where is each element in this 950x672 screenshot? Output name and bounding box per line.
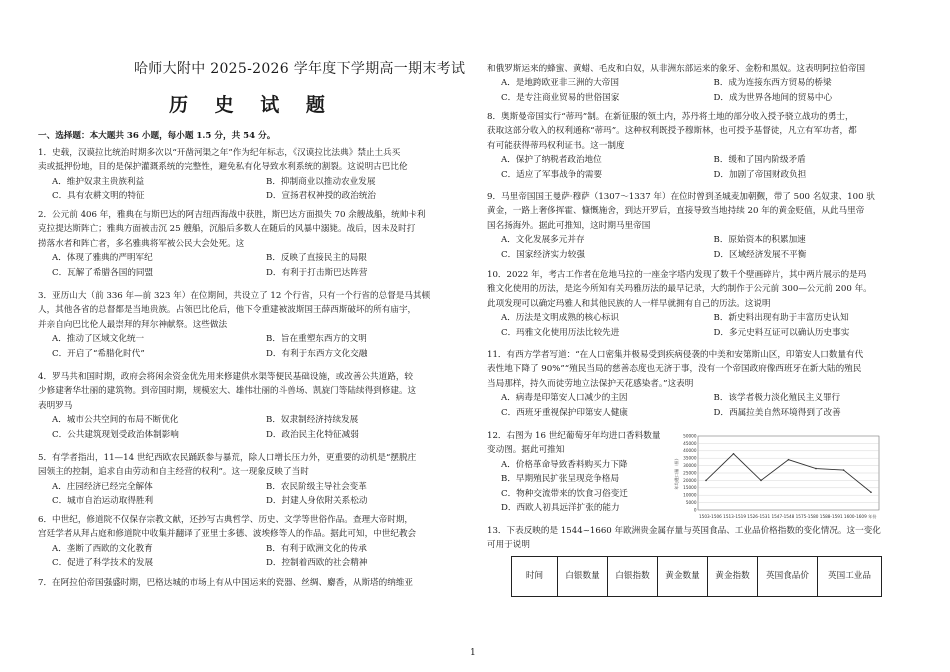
q5-stem-line: 园领主的控制，追求自由劳动和自主经营的权利”。这一现象反映了当时	[38, 467, 309, 478]
chart-y-axis-label: 年均进口量（担）	[674, 456, 679, 490]
q8-option-d: D．加剧了帝国财政负担	[713, 169, 807, 180]
chart-y-tick-label: 40000	[683, 448, 697, 454]
q10-option-c: C．玛雅文化使用历法比较先进	[501, 327, 620, 338]
spice-import-line-chart	[674, 430, 889, 524]
q4-option-a: A．城市公共空间的布局不断优化	[52, 415, 179, 426]
q12-stem-line: 12．右图为 16 世纪葡萄牙年均进口香料数量	[487, 431, 661, 441]
question-1	[38, 146, 466, 204]
q7-stem-line: 和俄罗斯运来的蜂蜜、黄蜡、毛皮和白奴，从非洲东部运来的象牙、金粉和黑奴。这表明阿拉伯帝国	[487, 64, 866, 74]
q12-option-c: C．物种交流带来的饮食习俗变迁	[501, 488, 628, 499]
question-9	[487, 190, 912, 262]
q9-stem-line: 9．马里帝国国王曼萨·穆萨（1307～1337 年）在位时曾到圣城麦加朝觐，带了 500 名奴隶、100 驮	[487, 192, 875, 202]
chart-y-tick-label: 50000	[683, 433, 697, 439]
chart-data-point	[815, 468, 817, 470]
q2-option-b: B．反映了直接民主的局限	[266, 253, 367, 264]
q9-stem-line: 国名扬海外。据此可推知，这时期马里帝国	[487, 220, 651, 231]
q3-option-c: C．开启了“希腊化时代”	[52, 348, 145, 359]
question-11	[487, 348, 912, 420]
q9-option-c: C．国家经济实力较强	[501, 249, 585, 260]
q8-option-c: C．适应了军事战争的需要	[501, 169, 603, 180]
question-6	[38, 513, 466, 571]
table-header-cell: 白银数量	[558, 557, 608, 597]
chart-data-point	[733, 453, 735, 455]
q9-option-d: D．区域经济发展不平衡	[713, 249, 807, 260]
question-10	[487, 268, 912, 340]
table-header-cell: 英国工业品	[818, 557, 882, 597]
question-5	[38, 451, 466, 509]
q8-option-b: B．缓和了国内阶级矛盾	[713, 155, 806, 166]
chart-y-tick-label: 30000	[683, 463, 697, 468]
chart-data-point	[705, 480, 707, 482]
q9-option-b: B．原始资本的积累加速	[713, 235, 806, 246]
q7-stem-line: 7．在阿拉伯帝国强盛时期，巴格达城的市场上有从中国运来的瓷器、丝绸、麝香，从斯塔的纳维亚	[38, 578, 414, 588]
q4-option-d: D．政治民主化特征减弱	[266, 429, 359, 440]
question-12	[487, 429, 677, 515]
q7-option-b: B．成为连接东西方贸易的桥梁	[713, 78, 832, 89]
question-7	[38, 576, 466, 590]
spice-import-chart	[674, 430, 889, 524]
q6-stem-line: 6．中世纪，修道院不仅保存宗教文献，还抄写古典哲学、历史、文学等世俗作品。查理大帝时期，	[38, 515, 414, 525]
q4-stem-line: 少修建奢华壮丽的建筑物。到帝国时期，规模宏大、雄伟壮丽的斗兽场、凯旋门等陆续得到修建。这	[38, 386, 417, 397]
q13-stem-line: 可用于说明	[487, 540, 530, 551]
question-3	[38, 289, 466, 361]
q3-option-b: B．旨在重塑东西方的文明	[266, 334, 367, 345]
chart-y-tick-label: 25000	[683, 470, 697, 476]
q5-option-c: C．城市自治运动取得胜利	[52, 496, 154, 507]
question-4	[38, 370, 466, 442]
chart-data-point	[760, 480, 762, 482]
q2-option-d: D．有利于打击斯巴达阵营	[266, 267, 368, 278]
q2-stem-line: 捞落水者和阵亡者，多名雅典将军被公民大会处死。这	[38, 238, 245, 249]
q1-option-c: C．具有农耕文明的特征	[52, 191, 145, 202]
q13-stem-line: 13．下表反映的是 1544~1660 年欧洲贵金属存量与英国食品、工业品价格指数的变化情况。这一变化	[487, 526, 881, 536]
q5-option-d: D．封建人身依附关系松动	[266, 496, 368, 507]
chart-y-tick-label: 5000	[685, 500, 697, 505]
chart-y-tick-label: 10000	[683, 492, 697, 498]
q4-stem-line: 4．罗马共和国时期，政府会将闲余资金优先用来修建供水渠等便民基础设施，或改善公共道路，较	[38, 372, 414, 382]
section-heading-choice	[38, 129, 466, 143]
q11-stem-line: 11．有西方学者写道：“在人口密集并极易受到疾病侵袭的中美和安第斯山区，印第安人口数量有代	[487, 350, 864, 360]
q5-option-a: A．庄园经济已经完全解体	[52, 481, 153, 492]
q13-table	[511, 556, 882, 597]
q8-stem-line: 获取这部分收入的权利通称“蒂玛”。这种权利既授予穆斯林，也可授予基督徒，凡立有军功者，都	[487, 126, 857, 137]
q11-stem-line: 表性地下降了 90%”“殖民当局的慈善态度也无济于事，没有一个帝国政府像西班牙在新大陆的殖民	[487, 364, 862, 375]
chart-y-tick-label: 15000	[683, 485, 697, 491]
q6-stem-line: 宫廷学者从拜占庭和修道院中收集并翻译了亚里士多德、波埃修等人的作品。据此可知，中世纪教会	[38, 529, 417, 540]
q2-option-c: C．瓦解了希腊各国的同盟	[52, 267, 154, 278]
q1-option-d: D．宣扬君权神授的政治统治	[266, 191, 377, 202]
q9-stem-line: 黄金，一路上奢侈挥霍、慷慨施舍，到达开罗后，直接导致当地持续 20 年的黄金贬值，从此马里帝	[487, 206, 865, 217]
table-header-cell: 黄金数量	[658, 557, 708, 597]
q9-option-a: A．文化发展多元并存	[501, 235, 585, 246]
subject-title: 历 史 试 题	[169, 94, 335, 116]
page-number: 1	[470, 648, 476, 658]
q2-option-a: A．体现了雅典的严明军纪	[52, 253, 153, 264]
q3-stem-line: 3．亚历山大（前 336 年—前 323 年）在位期间，共设立了 12 个行省，只有一个行省的总督是马其顿	[38, 291, 431, 301]
chart-data-point	[788, 459, 790, 461]
table-header-cell: 黄金指数	[708, 557, 758, 597]
q5-option-b: B．农民阶级主导社会变革	[266, 481, 367, 492]
q10-option-b: B．新史料出现有助于丰富历史认知	[713, 313, 849, 324]
table-row	[512, 557, 882, 597]
table-header-cell: 白银指数	[608, 557, 658, 597]
chart-grid	[698, 436, 879, 510]
q10-stem-line: 雅文化使用的历法，是迄今所知有关玛雅历法的最早记录，大约制作于公元前 300—公元前 200 年。	[487, 284, 872, 295]
q12-option-b: B．早期殖民扩张呈现竞争格局	[501, 474, 620, 485]
q3-stem-line: 人，其他各省的总督都是当地贵族。占领巴比伦后，他下令重建被波斯国王薛西斯破坏的所有庙宇，	[38, 305, 417, 316]
q1-stem-line: 卖或抵押份地，目的是保护灌溉系统的完整性，避免私有化导致水利系统的割裂。这说明古巴比伦	[38, 162, 408, 173]
question-7-continued	[487, 62, 912, 105]
q12-option-d: D．西欧人初具远洋扩张的能力	[501, 503, 620, 514]
chart-y-tick-label: 20000	[683, 477, 697, 483]
chart-y-tick-label: 45000	[683, 440, 697, 446]
q2-stem-line: 2．公元前 406 年，雅典在与斯巴达的阿吉纽西海战中获胜，斯巴达方面损失 70 余艘战船，统帅卡利	[38, 210, 426, 220]
q3-option-a: A．推动了区域文化统一	[52, 334, 145, 345]
q4-option-b: B．奴隶制经济持续发展	[266, 415, 359, 426]
q10-stem-line: 此项发现可以确定玛雅人和其他民族的人一样早就拥有自己的历法。这说明	[487, 298, 771, 309]
section-1-title: 一、选择题：本大题共 36 小题，每小题 1.5 分，共 54 分。	[38, 131, 276, 141]
q7-option-a: A．是地跨欧亚非三洲的大帝国	[501, 78, 619, 89]
chart-x-tick-labels: 1503-1506 1513-1519 1526-1531 1547-1548 1575-1580 1588-1591 1600-1609 年份	[699, 514, 877, 519]
question-8	[487, 110, 912, 182]
q12-option-a: A．价格革命导致香料购买力下降	[501, 459, 628, 470]
q8-stem-line: 8．奥斯曼帝国实行“蒂玛”制。在新征服的领土内，苏丹将土地的部分收入授予骁立战功的勇士，	[487, 112, 854, 122]
q6-option-d: D．控制着西欧的社会精神	[266, 558, 368, 569]
q7-option-d: D．成为世界各地间的贸易中心	[713, 92, 833, 103]
q11-option-d: D．西属拉美自然环境得到了改善	[713, 407, 841, 418]
chart-data-point	[870, 491, 872, 493]
q8-option-a: A．保护了纳税者政治地位	[501, 155, 602, 166]
q11-stem-line: 当局那样，持久而徒劳地立法保护天花感染者。”这表明	[487, 378, 694, 389]
chart-y-tick-label: 0	[693, 507, 697, 513]
q10-option-d: D．多元史料互证可以确认历史事实	[713, 327, 850, 338]
table-header-cell: 英国食品价	[758, 557, 818, 597]
q3-option-d: D．有利于东西方文化交融	[266, 348, 368, 359]
q10-option-a: A．历法是文明成熟的核心标识	[501, 313, 619, 324]
q11-option-a: A．病毒是印第安人口减少的主因	[501, 393, 628, 404]
q8-stem-line: 有可能获得蒂玛权利证书。这一制度	[487, 140, 625, 151]
q1-option-b: B．抑制商业以推动农业发展	[266, 176, 376, 187]
table-header-cell: 时间	[512, 557, 558, 597]
q4-stem-line: 表明罗马	[38, 400, 73, 411]
q3-stem-line: 并亲自向巴比伦人最崇拜的拜尔神献祭。这些做法	[38, 319, 228, 330]
q6-option-b: B．有利于欧洲文化的传承	[266, 543, 367, 554]
q6-option-c: C．促进了科学技术的发展	[52, 558, 154, 569]
q4-option-c: C．公共建筑现划受政治体制影响	[52, 429, 179, 440]
question-2	[38, 208, 466, 280]
q11-option-b: B．该学者极力淡化殖民主义罪行	[713, 393, 841, 404]
q1-stem-line: 1．史载，汉谟拉比统治时期多次以“开凿河渠之年”作为纪年标志，《汉谟拉比法典》禁止土兵买	[38, 148, 401, 158]
chart-axis	[674, 433, 877, 520]
q10-stem-line: 10．2022 年，考古工作者在危地马拉的一座金字塔内发现了数千个壁画碎片，其中两片展示的是玛	[487, 270, 867, 280]
q12-stem-line: 变动图。据此可推知	[487, 445, 565, 456]
q6-option-a: A．垄断了西欧的文化教育	[52, 543, 153, 554]
q1-option-a: A．维护奴隶主贵族利益	[52, 176, 145, 187]
q5-stem-line: 5．有学者指出，11—14 世纪西欧农民踊跃参与暴荒，除人口增长压力外，更重要的动机是“摆脱庄	[38, 453, 417, 463]
exam-title: 哈师大附中 2025-2026 学年度下学期高一期末考试	[134, 61, 466, 77]
chart-y-tick-label: 35000	[683, 455, 697, 461]
q11-option-c: C．西班牙重视保护印第安人健康	[501, 407, 628, 418]
q2-stem-line: 克拉提达斯阵亡；雅典方面被击沉 25 艘船，沉船后多数人在随后的风暴中溺毙。战后，因未及时打	[38, 224, 416, 235]
question-13	[487, 524, 912, 553]
q7-option-c: C．是专注商业贸易的世俗国家	[501, 92, 620, 103]
chart-data-point	[843, 469, 845, 471]
